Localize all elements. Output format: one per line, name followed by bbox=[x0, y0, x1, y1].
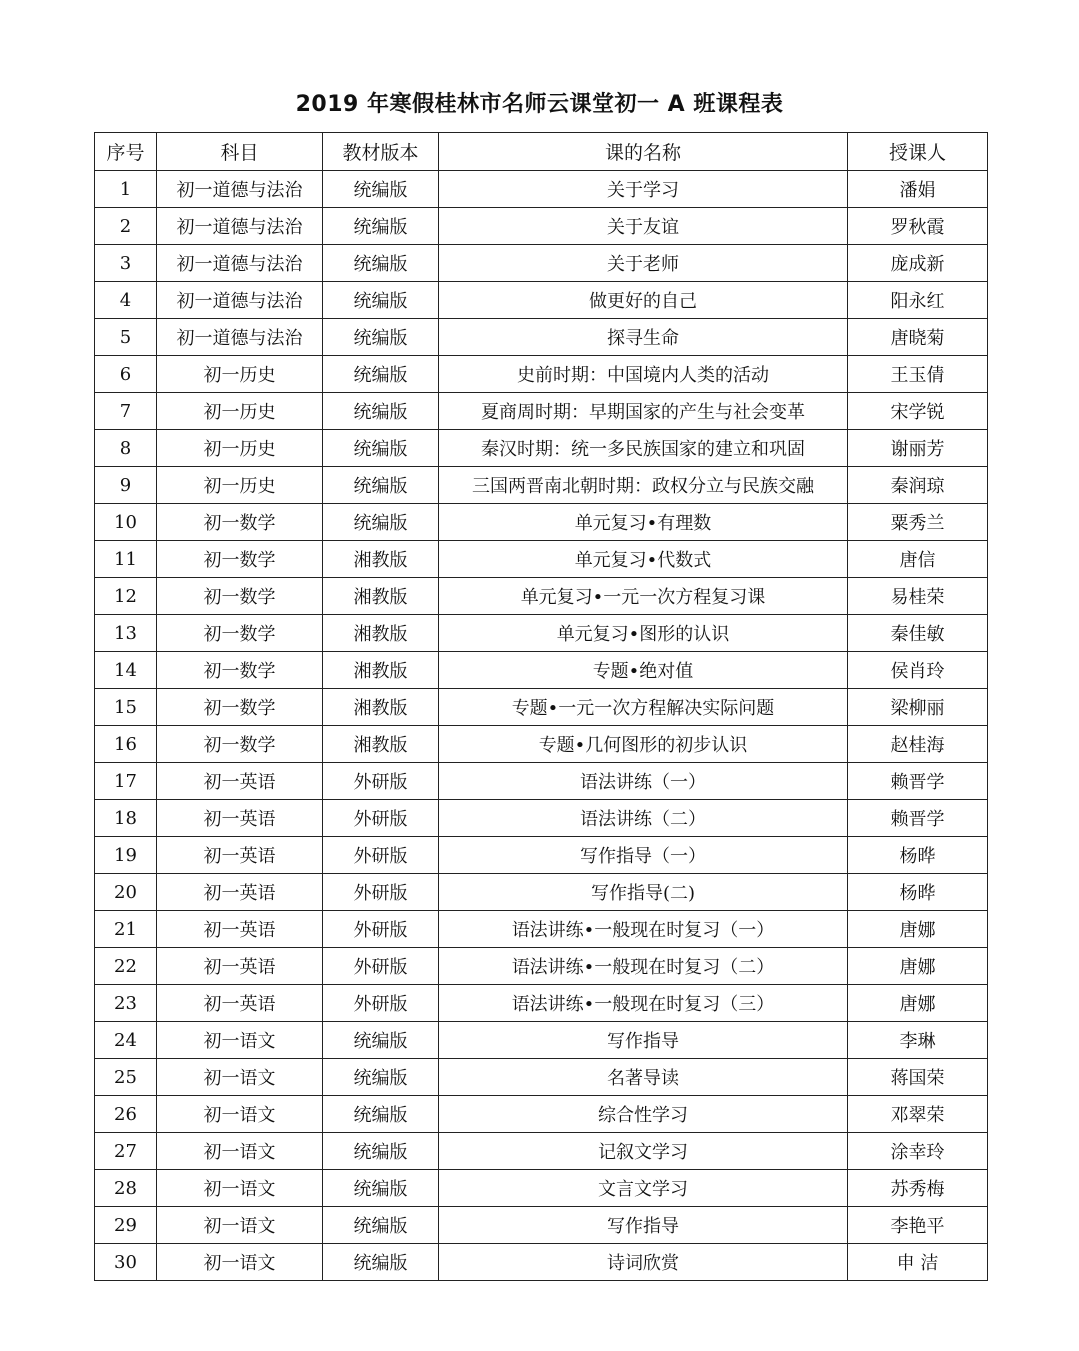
table-row bbox=[95, 1207, 988, 1244]
table-row bbox=[95, 911, 988, 948]
cell-version: 湘教版 bbox=[323, 615, 439, 652]
cell-subject: 初一数学 bbox=[157, 615, 323, 652]
cell-teacher: 阳永红 bbox=[848, 282, 988, 319]
cell-course: 关于友谊 bbox=[439, 208, 848, 245]
cell-teacher: 申 洁 bbox=[848, 1244, 988, 1281]
cell-course: 文言文学习 bbox=[439, 1170, 848, 1207]
cell-no: 26 bbox=[95, 1096, 157, 1133]
cell-course: 史前时期：中国境内人类的活动 bbox=[439, 356, 848, 393]
cell-version: 湘教版 bbox=[323, 652, 439, 689]
table-row bbox=[95, 874, 988, 911]
cell-no: 30 bbox=[95, 1244, 157, 1281]
cell-teacher: 唐娜 bbox=[848, 985, 988, 1022]
cell-course: 写作指导 bbox=[439, 1207, 848, 1244]
cell-version: 统编版 bbox=[323, 1096, 439, 1133]
table-row bbox=[95, 208, 988, 245]
table-row bbox=[95, 1244, 988, 1281]
cell-teacher: 宋学锐 bbox=[848, 393, 988, 430]
header-no: 序号 bbox=[95, 133, 157, 171]
cell-teacher: 庞成新 bbox=[848, 245, 988, 282]
cell-version: 外研版 bbox=[323, 837, 439, 874]
cell-course: 单元复习•有理数 bbox=[439, 504, 848, 541]
cell-subject: 初一英语 bbox=[157, 837, 323, 874]
cell-course: 名著导读 bbox=[439, 1059, 848, 1096]
cell-teacher: 秦润琼 bbox=[848, 467, 988, 504]
table-body bbox=[95, 171, 988, 1281]
cell-teacher: 蒋国荣 bbox=[848, 1059, 988, 1096]
cell-subject: 初一语文 bbox=[157, 1170, 323, 1207]
cell-subject: 初一历史 bbox=[157, 356, 323, 393]
cell-subject: 初一历史 bbox=[157, 393, 323, 430]
cell-no: 4 bbox=[95, 282, 157, 319]
cell-version: 统编版 bbox=[323, 430, 439, 467]
cell-teacher: 杨晔 bbox=[848, 837, 988, 874]
table-row bbox=[95, 282, 988, 319]
cell-course: 语法讲练（二） bbox=[439, 800, 848, 837]
cell-teacher: 秦佳敏 bbox=[848, 615, 988, 652]
cell-course: 写作指导(二) bbox=[439, 874, 848, 911]
cell-no: 11 bbox=[95, 541, 157, 578]
cell-no: 13 bbox=[95, 615, 157, 652]
cell-no: 27 bbox=[95, 1133, 157, 1170]
cell-no: 6 bbox=[95, 356, 157, 393]
cell-teacher: 杨晔 bbox=[848, 874, 988, 911]
cell-course: 单元复习•图形的认识 bbox=[439, 615, 848, 652]
table-row bbox=[95, 1059, 988, 1096]
table-row bbox=[95, 1022, 988, 1059]
table-row bbox=[95, 985, 988, 1022]
cell-no: 15 bbox=[95, 689, 157, 726]
cell-subject: 初一道德与法治 bbox=[157, 319, 323, 356]
cell-version: 统编版 bbox=[323, 245, 439, 282]
cell-no: 22 bbox=[95, 948, 157, 985]
cell-no: 1 bbox=[95, 171, 157, 208]
cell-course: 夏商周时期：早期国家的产生与社会变革 bbox=[439, 393, 848, 430]
cell-subject: 初一数学 bbox=[157, 726, 323, 763]
cell-subject: 初一语文 bbox=[157, 1244, 323, 1281]
cell-no: 2 bbox=[95, 208, 157, 245]
table-row bbox=[95, 615, 988, 652]
cell-version: 统编版 bbox=[323, 1059, 439, 1096]
cell-subject: 初一数学 bbox=[157, 652, 323, 689]
cell-teacher: 唐晓菊 bbox=[848, 319, 988, 356]
cell-course: 做更好的自己 bbox=[439, 282, 848, 319]
cell-version: 外研版 bbox=[323, 911, 439, 948]
cell-subject: 初一语文 bbox=[157, 1207, 323, 1244]
table-row bbox=[95, 319, 988, 356]
cell-teacher: 赵桂海 bbox=[848, 726, 988, 763]
cell-version: 统编版 bbox=[323, 393, 439, 430]
cell-version: 统编版 bbox=[323, 504, 439, 541]
table-row bbox=[95, 726, 988, 763]
cell-course: 单元复习•代数式 bbox=[439, 541, 848, 578]
cell-version: 统编版 bbox=[323, 171, 439, 208]
cell-version: 统编版 bbox=[323, 1022, 439, 1059]
cell-no: 5 bbox=[95, 319, 157, 356]
table-row bbox=[95, 171, 988, 208]
table-row bbox=[95, 245, 988, 282]
cell-no: 23 bbox=[95, 985, 157, 1022]
cell-teacher: 涂幸玲 bbox=[848, 1133, 988, 1170]
cell-no: 12 bbox=[95, 578, 157, 615]
table-row bbox=[95, 504, 988, 541]
cell-no: 16 bbox=[95, 726, 157, 763]
cell-teacher: 侯肖玲 bbox=[848, 652, 988, 689]
cell-subject: 初一历史 bbox=[157, 430, 323, 467]
table-row bbox=[95, 1170, 988, 1207]
cell-teacher: 唐信 bbox=[848, 541, 988, 578]
cell-course: 语法讲练•一般现在时复习（二） bbox=[439, 948, 848, 985]
cell-course: 诗词欣赏 bbox=[439, 1244, 848, 1281]
cell-no: 28 bbox=[95, 1170, 157, 1207]
cell-no: 17 bbox=[95, 763, 157, 800]
cell-no: 20 bbox=[95, 874, 157, 911]
cell-course: 专题•绝对值 bbox=[439, 652, 848, 689]
cell-subject: 初一数学 bbox=[157, 578, 323, 615]
cell-subject: 初一道德与法治 bbox=[157, 171, 323, 208]
cell-subject: 初一数学 bbox=[157, 541, 323, 578]
cell-course: 专题•一元一次方程解决实际问题 bbox=[439, 689, 848, 726]
cell-no: 8 bbox=[95, 430, 157, 467]
cell-version: 统编版 bbox=[323, 208, 439, 245]
table-row bbox=[95, 1133, 988, 1170]
cell-version: 外研版 bbox=[323, 874, 439, 911]
cell-no: 3 bbox=[95, 245, 157, 282]
cell-course: 记叙文学习 bbox=[439, 1133, 848, 1170]
cell-subject: 初一英语 bbox=[157, 948, 323, 985]
cell-no: 7 bbox=[95, 393, 157, 430]
cell-version: 外研版 bbox=[323, 985, 439, 1022]
cell-course: 综合性学习 bbox=[439, 1096, 848, 1133]
cell-subject: 初一数学 bbox=[157, 504, 323, 541]
cell-version: 统编版 bbox=[323, 1133, 439, 1170]
cell-course: 语法讲练（一） bbox=[439, 763, 848, 800]
course-schedule-table bbox=[94, 132, 988, 1281]
cell-version: 湘教版 bbox=[323, 726, 439, 763]
table-row bbox=[95, 948, 988, 985]
cell-teacher: 李琳 bbox=[848, 1022, 988, 1059]
cell-subject: 初一语文 bbox=[157, 1022, 323, 1059]
cell-version: 统编版 bbox=[323, 282, 439, 319]
cell-teacher: 粟秀兰 bbox=[848, 504, 988, 541]
cell-version: 统编版 bbox=[323, 319, 439, 356]
header-version: 教材版本 bbox=[323, 133, 439, 171]
cell-version: 外研版 bbox=[323, 763, 439, 800]
cell-no: 19 bbox=[95, 837, 157, 874]
header-subject: 科目 bbox=[157, 133, 323, 171]
cell-no: 29 bbox=[95, 1207, 157, 1244]
cell-teacher: 梁柳丽 bbox=[848, 689, 988, 726]
cell-course: 专题•几何图形的初步认识 bbox=[439, 726, 848, 763]
table-row bbox=[95, 837, 988, 874]
table-row bbox=[95, 689, 988, 726]
cell-version: 统编版 bbox=[323, 1170, 439, 1207]
cell-subject: 初一数学 bbox=[157, 689, 323, 726]
cell-subject: 初一英语 bbox=[157, 985, 323, 1022]
header-teacher: 授课人 bbox=[848, 133, 988, 171]
cell-teacher: 邓翠荣 bbox=[848, 1096, 988, 1133]
table-row bbox=[95, 541, 988, 578]
cell-no: 21 bbox=[95, 911, 157, 948]
table-row bbox=[95, 763, 988, 800]
cell-teacher: 易桂荣 bbox=[848, 578, 988, 615]
cell-teacher: 潘娟 bbox=[848, 171, 988, 208]
cell-subject: 初一语文 bbox=[157, 1133, 323, 1170]
cell-version: 统编版 bbox=[323, 356, 439, 393]
cell-subject: 初一道德与法治 bbox=[157, 282, 323, 319]
cell-version: 湘教版 bbox=[323, 689, 439, 726]
table-row bbox=[95, 1096, 988, 1133]
header-course: 课的名称 bbox=[439, 133, 848, 171]
cell-teacher: 谢丽芳 bbox=[848, 430, 988, 467]
cell-course: 单元复习•一元一次方程复习课 bbox=[439, 578, 848, 615]
cell-version: 湘教版 bbox=[323, 578, 439, 615]
cell-teacher: 王玉倩 bbox=[848, 356, 988, 393]
cell-teacher: 罗秋霞 bbox=[848, 208, 988, 245]
cell-course: 关于学习 bbox=[439, 171, 848, 208]
cell-teacher: 唐娜 bbox=[848, 911, 988, 948]
cell-version: 湘教版 bbox=[323, 541, 439, 578]
cell-course: 探寻生命 bbox=[439, 319, 848, 356]
cell-no: 25 bbox=[95, 1059, 157, 1096]
cell-version: 外研版 bbox=[323, 948, 439, 985]
cell-subject: 初一道德与法治 bbox=[157, 208, 323, 245]
table-row bbox=[95, 578, 988, 615]
table-row bbox=[95, 430, 988, 467]
table-row bbox=[95, 467, 988, 504]
cell-no: 9 bbox=[95, 467, 157, 504]
cell-no: 24 bbox=[95, 1022, 157, 1059]
cell-no: 18 bbox=[95, 800, 157, 837]
cell-version: 外研版 bbox=[323, 800, 439, 837]
cell-no: 14 bbox=[95, 652, 157, 689]
cell-teacher: 赖晋学 bbox=[848, 800, 988, 837]
cell-subject: 初一英语 bbox=[157, 800, 323, 837]
table-row bbox=[95, 356, 988, 393]
cell-subject: 初一道德与法治 bbox=[157, 245, 323, 282]
cell-version: 统编版 bbox=[323, 1244, 439, 1281]
cell-subject: 初一英语 bbox=[157, 911, 323, 948]
cell-version: 统编版 bbox=[323, 1207, 439, 1244]
cell-course: 秦汉时期：统一多民族国家的建立和巩固 bbox=[439, 430, 848, 467]
table-row bbox=[95, 652, 988, 689]
cell-subject: 初一历史 bbox=[157, 467, 323, 504]
cell-course: 语法讲练•一般现在时复习（三） bbox=[439, 985, 848, 1022]
cell-teacher: 唐娜 bbox=[848, 948, 988, 985]
cell-teacher: 苏秀梅 bbox=[848, 1170, 988, 1207]
cell-course: 三国两晋南北朝时期：政权分立与民族交融 bbox=[439, 467, 848, 504]
cell-subject: 初一语文 bbox=[157, 1096, 323, 1133]
cell-teacher: 李艳平 bbox=[848, 1207, 988, 1244]
table-row bbox=[95, 393, 988, 430]
cell-subject: 初一英语 bbox=[157, 763, 323, 800]
cell-course: 关于老师 bbox=[439, 245, 848, 282]
cell-teacher: 赖晋学 bbox=[848, 763, 988, 800]
table-header-row bbox=[95, 133, 988, 171]
cell-subject: 初一语文 bbox=[157, 1059, 323, 1096]
cell-subject: 初一英语 bbox=[157, 874, 323, 911]
cell-course: 语法讲练•一般现在时复习（一） bbox=[439, 911, 848, 948]
cell-no: 10 bbox=[95, 504, 157, 541]
table-row bbox=[95, 800, 988, 837]
cell-version: 统编版 bbox=[323, 467, 439, 504]
page-title: 2019 年寒假桂林市名师云课堂初一 A 班课程表 bbox=[295, 92, 784, 117]
cell-course: 写作指导（一） bbox=[439, 837, 848, 874]
cell-course: 写作指导 bbox=[439, 1022, 848, 1059]
